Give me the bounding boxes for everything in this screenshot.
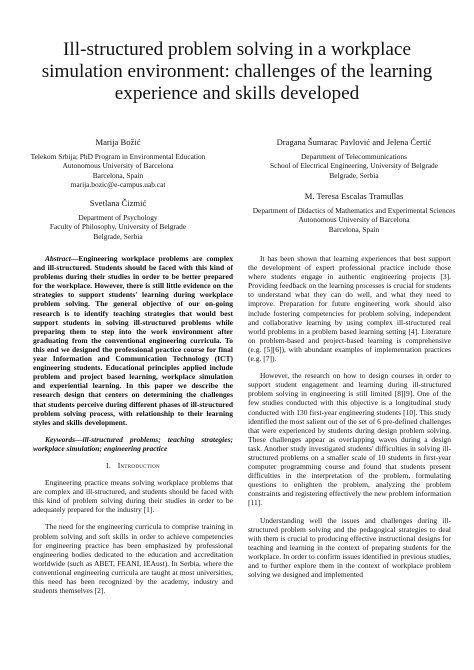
affiliation-line: Belgrade, Serbia bbox=[329, 170, 379, 180]
affiliation-line: Autonomous University of Barcelona bbox=[298, 215, 410, 225]
abstract-label: Abstract— bbox=[45, 254, 79, 263]
body-paragraph: The need for the engineering curricula to comprise training in problem solving and soft skills in order to achieve competencies for engineering practice has been emphasized by professional engineering bodies dedicated to the education and accreditation worldwide (such as ABET, FEANI, IEAust). In Serbia, where the conventional engineering curricula are taught at most universities, this need has been recognized by the academy, industry and students themselves [2]. bbox=[33, 522, 233, 596]
right-column bbox=[248, 254, 451, 587]
affiliation-line: Barcelona, Spain bbox=[92, 170, 144, 180]
abstract bbox=[33, 254, 233, 427]
author-name: Dragana Šumarac Pavlović and Jelena Ćertić bbox=[276, 137, 432, 147]
author-email: marija.bozic@e-campus.uab.cat bbox=[70, 180, 166, 190]
body-paragraph: However, the research on how to design courses in order to support student engagement and learning during ill-structured problem solving in engineering is still limited [8][9]. One of the few studies conducted with this objective is a longitudinal study conducted with 130 first-year engineering students [10]. This study identified the most salient out of the set of 6 pre-defined challenges that were experienced by students during design problem solving. These challenges appear as overlapping waves during a design task. Another study investigated students' difficulties in solving ill-structured problems on a smaller scale of 10 students in first-year computer programming course and found that students present difficulties in the interpretation of the problem, formulating questions to enlighten the problem, analyzing the problem constraints and registering effectively the new problem information [11]. bbox=[248, 371, 451, 508]
affiliation-line: Department of Psychology bbox=[78, 213, 158, 222]
author-name: Marija Božić bbox=[95, 137, 141, 147]
affiliation-line: Faculty of Philosophy, University of Belgrade bbox=[49, 222, 187, 232]
affiliation-line: Department of Telecommunications bbox=[300, 152, 408, 161]
author-affiliation-cizmic bbox=[18, 198, 218, 241]
body-paragraph: Engineering practice means solving workplace problems that are complex and ill-structured, and students should be faced with this kind of problem solving during their studies in order to be adequately prepared for the industry [1]. bbox=[33, 478, 233, 515]
keywords-text: ill-structured problems; teaching strategies; workplace simulation; engineering practice bbox=[33, 434, 233, 453]
author-affiliation-pavlovic-certic bbox=[252, 137, 456, 180]
body-paragraph: Understanding well the issues and challenges during ill-structured problem solving and the pedagogical strategies to deal with them is crucial to producing effective instructional designs for teaching and learning in the context of preparing students for the workplace. In order to confirm issues identified in previous studies, and to further explore them in the context of workplace problem solving we designed and implemented bbox=[248, 515, 451, 580]
affiliation-line: School of Electrical Engineering, University of Belgrade bbox=[269, 161, 439, 171]
section-title: Introduction bbox=[117, 460, 160, 470]
author-name: Svetlana Čizmić bbox=[89, 198, 147, 208]
body-paragraph: It has been shown that learning experiences that best support the development of expert professional practice include those where students engage in authentic engineering projects [3]. Providing feedback on the learning processes is crucial for students to understand what they can do well, and what they need to improve. Preparation for future engineering work should also include fostering competencies for problem solving, independent and collaborative learning by using complex ill-structured real world problems in a problem based learning setting [4]. Literature on problem-based and project-based learning is comprehensive (e.g. [5][6]), with abundant examples of implementation practices (e.g. [7]). bbox=[248, 254, 451, 364]
section-number: I. bbox=[106, 460, 112, 470]
left-column bbox=[33, 254, 233, 603]
affiliation-line: Telekom Srbija; PhD Program in Environmental Education bbox=[30, 152, 206, 161]
paper-title: Ill-structured problem solving in a workplace simulation environment: challenges of the learning experience and skills developed bbox=[41, 39, 433, 104]
section-heading bbox=[33, 461, 233, 470]
keywords-label: Keywords— bbox=[45, 434, 83, 444]
affiliation-line: Autonomous University of Barcelona bbox=[62, 161, 174, 171]
author-name: M. Teresa Escalas Tramullas bbox=[304, 191, 404, 201]
abstract-text: Engineering workplace problems are complex and ill-structured. Students should be faced with this kind of problems during their studies in order to be better prepared for the workplace. However, there is still little evidence on the strategies to support students' learning during workplace problem solving. The general objective of our on-going research is to identify teaching strategies that would best support students in solving ill-structured problems while preparing them to step into the work environment after graduating from the conventional engineering curricula. To this end we designed the professional practice course for final year Information and Communication Technology (ICT) engineering students. Educational principles applied include problem and project based learning, workplace simulation and experiential learning. In this paper we describe the research design that centers on determining the challenges that students perceive during different phases of ill-structured problem solving process, with relationship to their learning styles and skills development. bbox=[33, 254, 233, 427]
author-affiliation-bozic bbox=[18, 137, 218, 190]
affiliation-line: Belgrade, Serbia bbox=[93, 231, 143, 241]
author-affiliation-escalas bbox=[252, 191, 456, 234]
affiliation-line: Barcelona, Spain bbox=[328, 224, 380, 234]
keywords bbox=[33, 435, 233, 453]
affiliation-line: Department of Didactics of Mathematics and Experimental Sciences bbox=[252, 206, 456, 215]
